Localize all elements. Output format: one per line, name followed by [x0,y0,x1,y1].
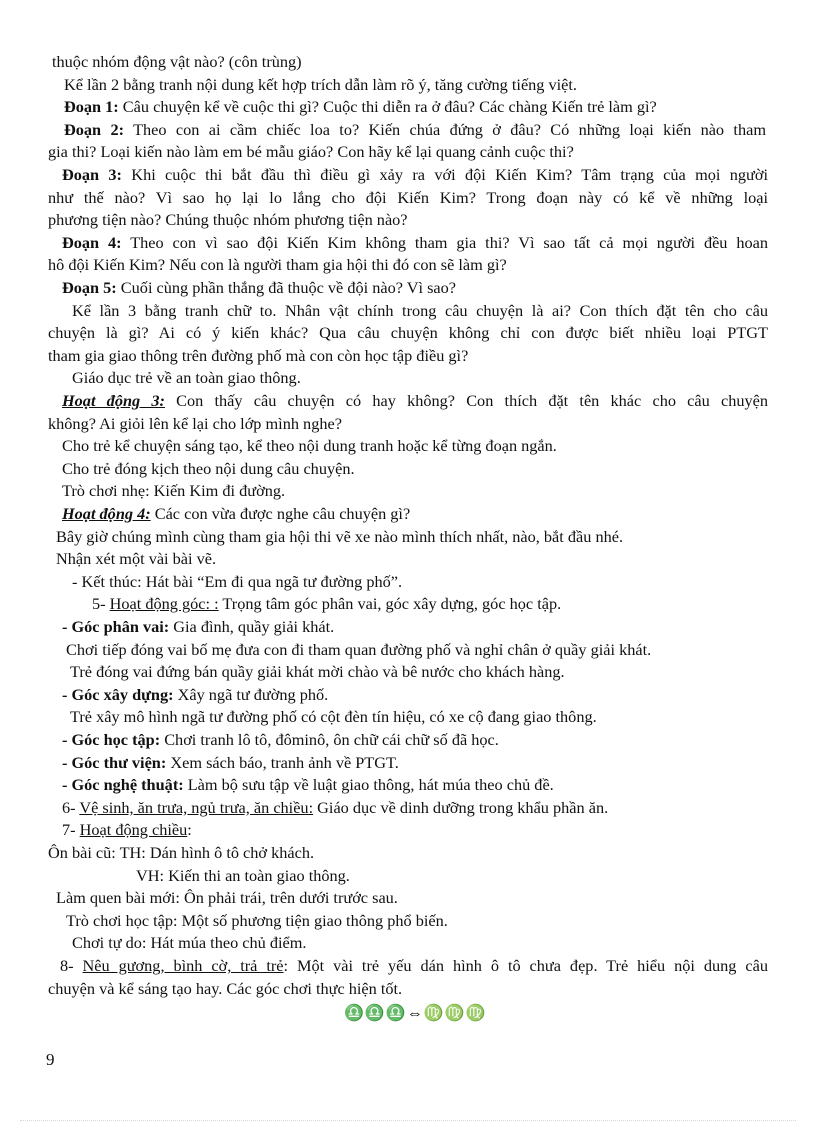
text-run: Ôn bài cũ: TH: Dán hình ô tô chở khách. [48,843,315,862]
text-run: : [187,820,192,840]
text-run: phương tiện nào? Chúng thuộc nhóm phương tiện nào? [48,210,408,230]
text-run: Xem sách báo, tranh ảnh về PTGT. [166,752,399,772]
text-run: Cho trẻ đóng kịch theo nội dung câu chuyện. [62,458,355,478]
section-number: 5- [92,594,110,614]
text-line [56,527,623,547]
text-run: - Kết thúc: Hát bài “Em đi qua ngã tư đường phố”. [72,571,403,591]
item-goc-hoc-tap [62,730,499,750]
text-run: Chơi tranh lô tô, đôminô, ôn chữ cái chữ số đã học. [160,730,499,749]
label-doan-3: Đoạn 3: [62,165,122,184]
text-run: Xây ngã tư đường phố. [173,684,329,704]
text-run: Giáo dục về dinh dưỡng trong khẩu phần ăn. [313,797,609,817]
label-doan-4: Đoạn 4: [62,232,122,252]
label-hoat-dong-4: Hoạt động 4: [62,504,151,523]
text-line [48,323,768,343]
section-neu-guong [60,956,768,976]
text-run: gia thi? Loại kiến nào làm em bé mẫu giáo? Con hãy kể lại quang cảnh cuộc thi? [48,142,574,162]
text-line [62,459,355,479]
text-line [48,142,574,162]
text-line [48,843,314,863]
text-run: chuyện và kể sáng tạo hay. Các góc chơi thực hiện tốt. [48,978,403,998]
text-run: thuộc nhóm động vật nào? (côn trùng) [52,52,302,71]
text-run: Trò chơi học tập: Một số phương tiện giao thông phổ biến. [66,910,448,930]
text-run: Trọng tâm góc phân vai, góc xây dựng, góc học tập. [218,594,562,614]
text-run: Câu chuyện kể về cuộc thi gì? Cuộc thi diễn ra ở đâu? Các chàng Kiến trẻ làm gì? [118,97,657,117]
text-line [48,210,408,230]
paragraph-doan-3 [62,165,768,185]
paragraph-hoat-dong-4 [62,504,410,524]
text-line [66,640,651,660]
text-run: Cho trẻ kể chuyện sáng tạo, kể theo nội dung tranh hoặc kể từng đoạn ngắn. [62,436,557,456]
item-label: - Góc phân vai: [62,617,170,636]
item-label: - Góc xây dựng: [62,684,174,704]
text-line [72,933,306,953]
page-bottom-border [20,1120,796,1121]
text-line [66,911,448,931]
text-run: Giáo dục trẻ về an toàn giao thông. [72,368,301,388]
text-line [64,75,577,95]
section-ve-sinh [62,798,608,818]
text-run: Nhận xét một vài bài vẽ. [56,549,217,569]
paragraph-hoat-dong-3 [62,391,768,411]
text-run: không? Ai giỏi lên kể lại cho lớp mình nghe? [48,413,342,433]
text-line [48,188,768,208]
section-title: Hoạt động góc: : [109,594,219,614]
paragraph-doan-1 [64,97,657,117]
text-run: tham gia giao thông trên đường phố mà con còn học tập điều gì? [48,345,469,365]
text-run: Kể lần 2 bằng tranh nội dung kết hợp trích dẫn làm rõ ý, tăng cường tiếng việt. [64,74,578,94]
label-doan-5: Đoạn 5: [62,278,117,297]
text-run: Theo con vì sao đội Kiến Kim không tham gia thi? Vì sao tất cả mọi người đều hoan [121,232,769,252]
paragraph-doan-2 [64,120,766,140]
page-number: 9 [46,1050,55,1069]
text-run: Trẻ đóng vai đứng bán quầy giải khát mời chào và bê nước cho khách hàng. [70,662,565,682]
paragraph-doan-5 [62,278,456,298]
text-run: Bây giờ chúng mình cùng tham gia hội thi vẽ xe nào mình thích nhất, nào, bắt đầu nhé. [56,526,624,546]
item-goc-xay-dung [62,685,328,705]
text-run: Kể lần 3 bằng tranh chữ to. Nhân vật chính trong câu chuyện là ai? Con thích đặt tên cho câu [72,300,768,320]
item-label: - Góc nghệ thuật: [62,775,184,795]
text-run: Làm quen bài mới: Ôn phải trái, trên dưới trước sau. [56,888,398,908]
text-line [72,368,301,388]
text-line [62,436,557,456]
section-hoat-dong-goc [92,594,561,614]
text-run: Cuối cùng phần thắng đã thuộc về đội nào? Vì sao? [116,278,457,297]
text-run: chuyện là gì? Ai có ý kiến khác? Qua câu chuyện không chỉ con được biết nhiều loại PTGT [48,323,768,343]
text-run: Theo con ai cầm chiếc loa to? Kiến chúa đứng ở đâu? Có những loại kiến nào tham [124,119,766,139]
text-run: VH: Kiến thi an toàn giao thông. [136,865,350,885]
text-line [52,52,302,72]
text-run: Gia đình, quầy giải khát. [169,617,335,636]
text-line [72,301,768,321]
text-line [56,549,216,569]
text-run: Khi cuộc thi bắt đầu thì điều gì xảy ra với đội Kiến Kim? Tâm trạng của mọi người [121,165,768,184]
text-run: Làm bộ sưu tập về luật giao thông, hát múa theo chủ đề. [183,775,554,795]
text-line [136,866,350,886]
text-line [56,888,398,908]
text-line [48,979,402,999]
paragraph-doan-4 [62,233,768,253]
section-title: Hoạt động chiều [79,820,188,840]
text-run: Chơi tự do: Hát múa theo chủ điểm. [72,933,307,953]
text-run: Trẻ xây mô hình ngã tư đường phố có cột đèn tín hiệu, có xe cộ đang giao thông. [70,707,597,727]
item-label: - Góc học tập: [62,730,161,749]
item-goc-thu-vien [62,753,399,773]
section-title: Vệ sinh, ăn trưa, ngủ trưa, ăn chiều: [79,797,314,817]
section-title: Nêu gương, bình cờ, trả trẻ [82,956,284,975]
label-doan-1: Đoạn 1: [64,97,119,117]
item-goc-nghe-thuat [62,775,554,795]
text-line [70,707,597,727]
text-line [48,414,342,434]
section-hoat-dong-chieu [62,820,192,840]
section-number: 6- [62,797,80,817]
text-line [48,255,507,275]
section-number: 8- [60,956,83,975]
section-number: 7- [62,820,80,840]
text-run: Chơi tiếp đóng vai bố mẹ đưa con đi tham quan đường phố và nghỉ chân ở quầy giải khát. [66,639,652,659]
text-run: : Một vài trẻ yếu dán hình ô tô chưa đẹp. Trẻ hiểu nội dung câu [283,956,768,975]
text-run: Con thấy câu chuyện có hay không? Con thích đặt tên khác cho câu chuyện [164,391,768,410]
text-run: như thế nào? Vì sao họ lại lo lắng cho đội Kiến Kim? Trong đoạn này có kể về những loại [48,187,768,207]
text-run: Các con vừa được nghe câu chuyện gì? [150,504,411,523]
label-doan-2: Đoạn 2: [64,119,125,139]
ornament-divider: ♎♎♎⇔♍♍♍ [344,1005,487,1023]
text-run: Trò chơi nhẹ: Kiến Kim đi đường. [62,481,286,501]
text-line [70,662,565,682]
item-goc-phan-vai [62,617,334,637]
text-run: hô đội Kiến Kim? Nếu con là người tham gia hội thi đó con sẽ làm gì? [48,255,507,275]
text-line [72,572,402,592]
label-hoat-dong-3: Hoạt động 3: [62,391,165,410]
text-line [48,346,468,366]
text-line [62,481,285,501]
item-label: - Góc thư viện: [62,752,167,772]
